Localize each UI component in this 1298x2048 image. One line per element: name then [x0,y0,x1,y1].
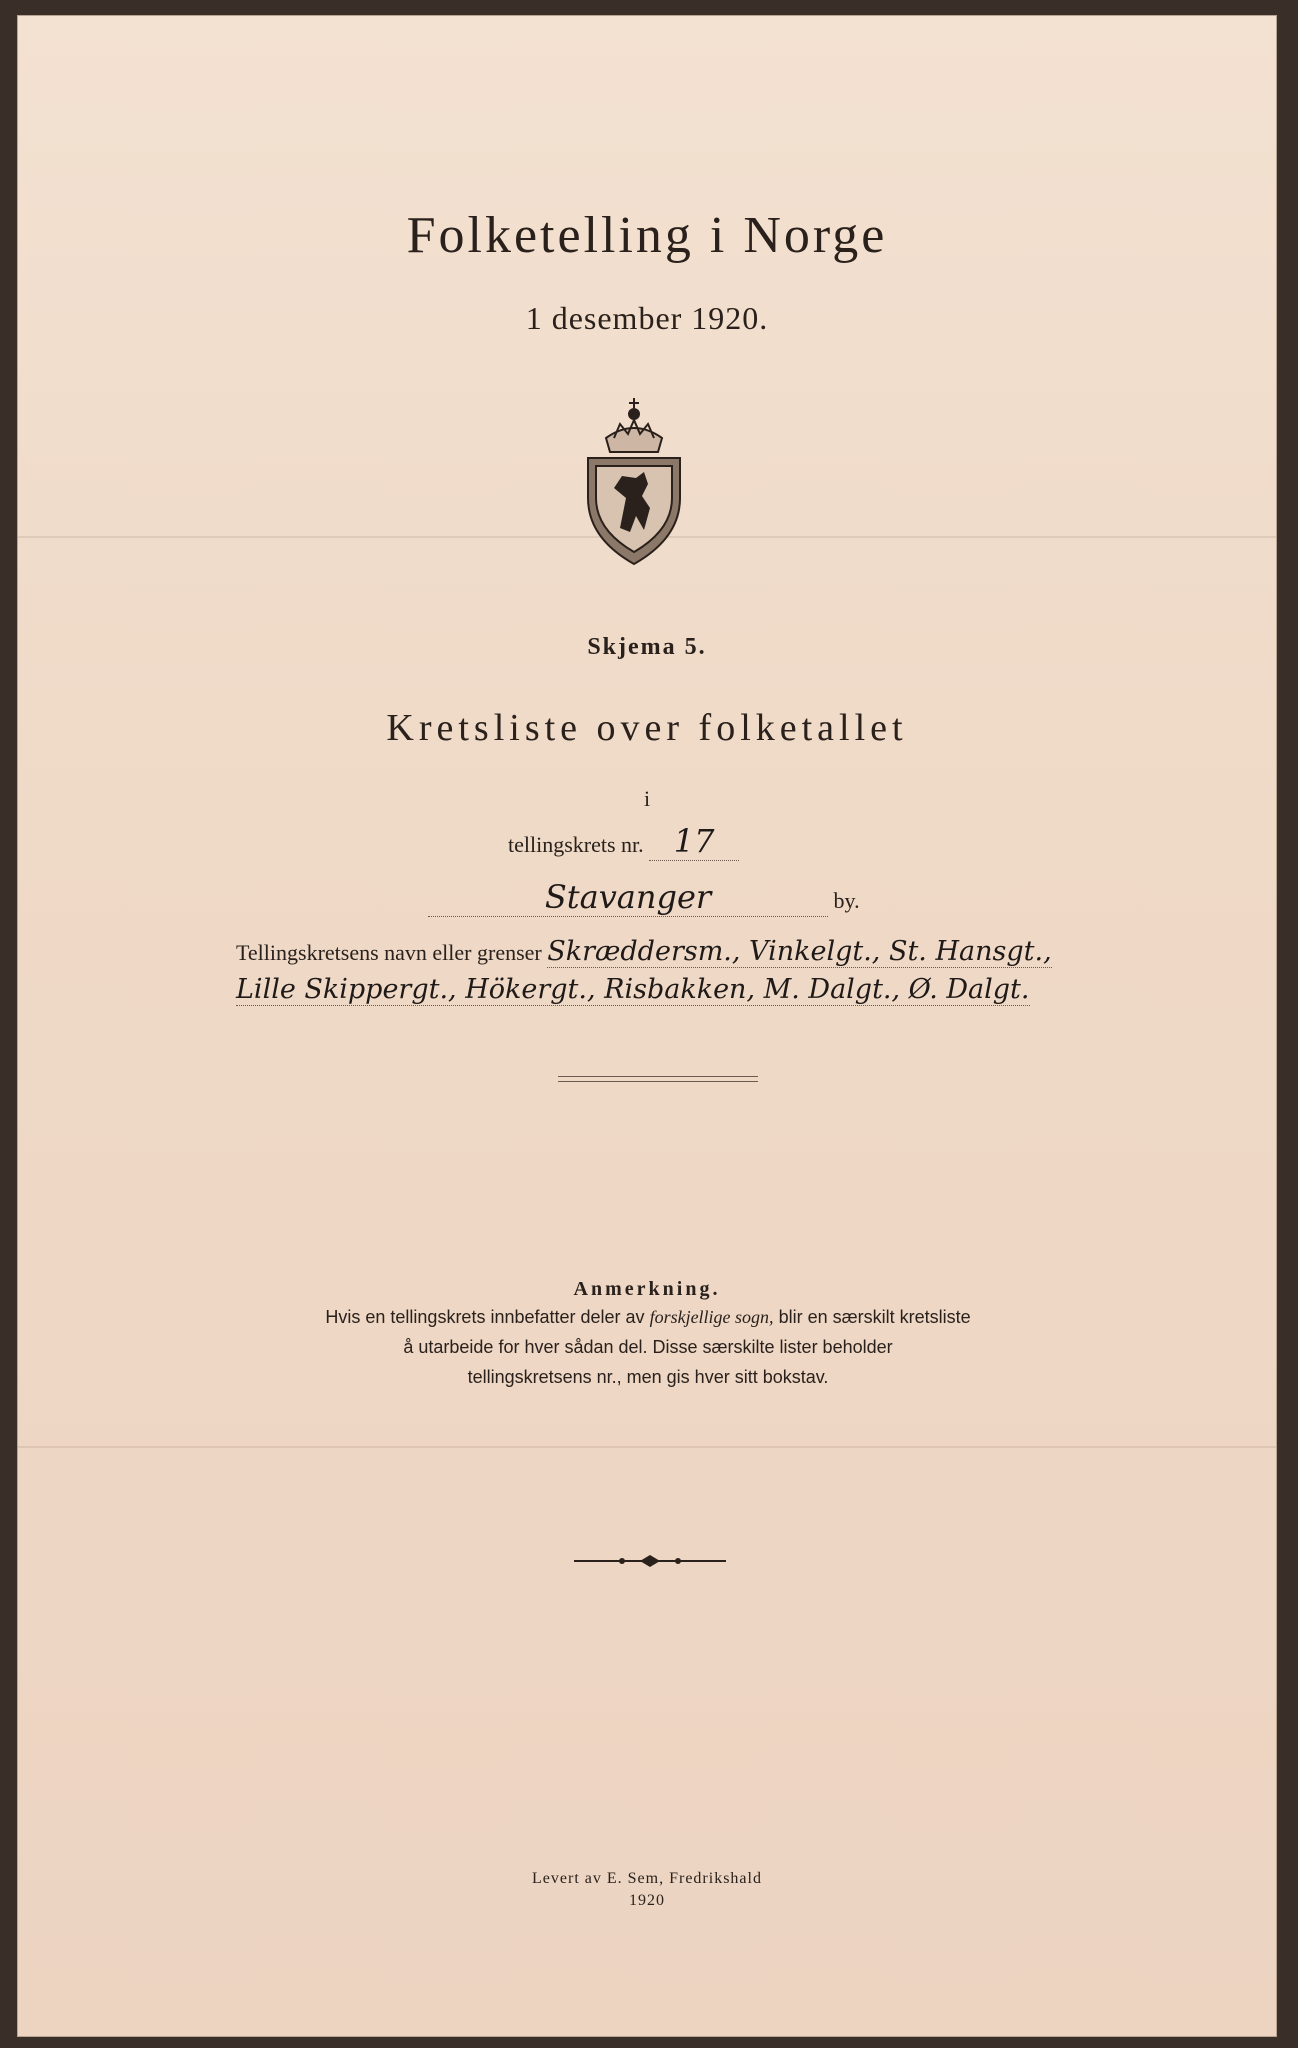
remark-line-1-part-a: Hvis en tellingskrets innbefatter deler av [325,1307,650,1327]
boundaries-row [236,936,1136,968]
schema-number: Skjema 5. [587,634,707,660]
print-year: 1920 [629,1892,665,1909]
connector-word: i [643,786,651,811]
boundaries-value-2: Lille Skippergt., Hökergt., Risbakken, M. Dalgt., Ø. Dalgt. [236,974,1030,1005]
remark-line-1 [218,1302,1078,1332]
remark-line-3: tellingskretsens nr., men gis hver sitt bokstav. [467,1367,829,1387]
city-suffix: by. [833,888,860,913]
remark-title: Anmerkning. [573,1278,721,1300]
boundaries-value-1: Skræddersm., Vinkelgt., St. Hansgt., [547,936,1052,967]
page-title: Folketelling i Norge [406,207,888,264]
district-number: 17 [649,822,739,861]
ornament-divider-icon [570,1554,730,1568]
district-label: tellingskrets nr. [508,832,644,857]
remark-line-1-emphasis: forskjellige sogn, [649,1307,774,1327]
boundaries-label: Tellingskretsens navn eller grenser [236,940,542,965]
city-name: Stavanger [428,878,828,917]
printer-name: Levert av E. Sem, Fredrikshald [532,1870,762,1887]
remark-line-2: å utarbeide for hver sådan del. Disse særskilte lister beholder [403,1337,893,1357]
boundaries-row-2 [236,974,1136,1006]
census-date: 1 desember 1920. [525,300,769,336]
printer-credit [18,1868,1276,1912]
remark-text [218,1302,1078,1392]
form-heading: Kretsliste over folketallet [386,707,908,749]
census-form-page [18,16,1276,2036]
norwegian-coat-of-arms-icon [584,388,684,566]
city-row [428,878,860,917]
paper-fold [18,1446,1276,1448]
remark-line-1-part-b: blir en særskilt kretsliste [773,1307,971,1327]
divider-rule [558,1076,758,1082]
district-number-row [508,822,739,861]
